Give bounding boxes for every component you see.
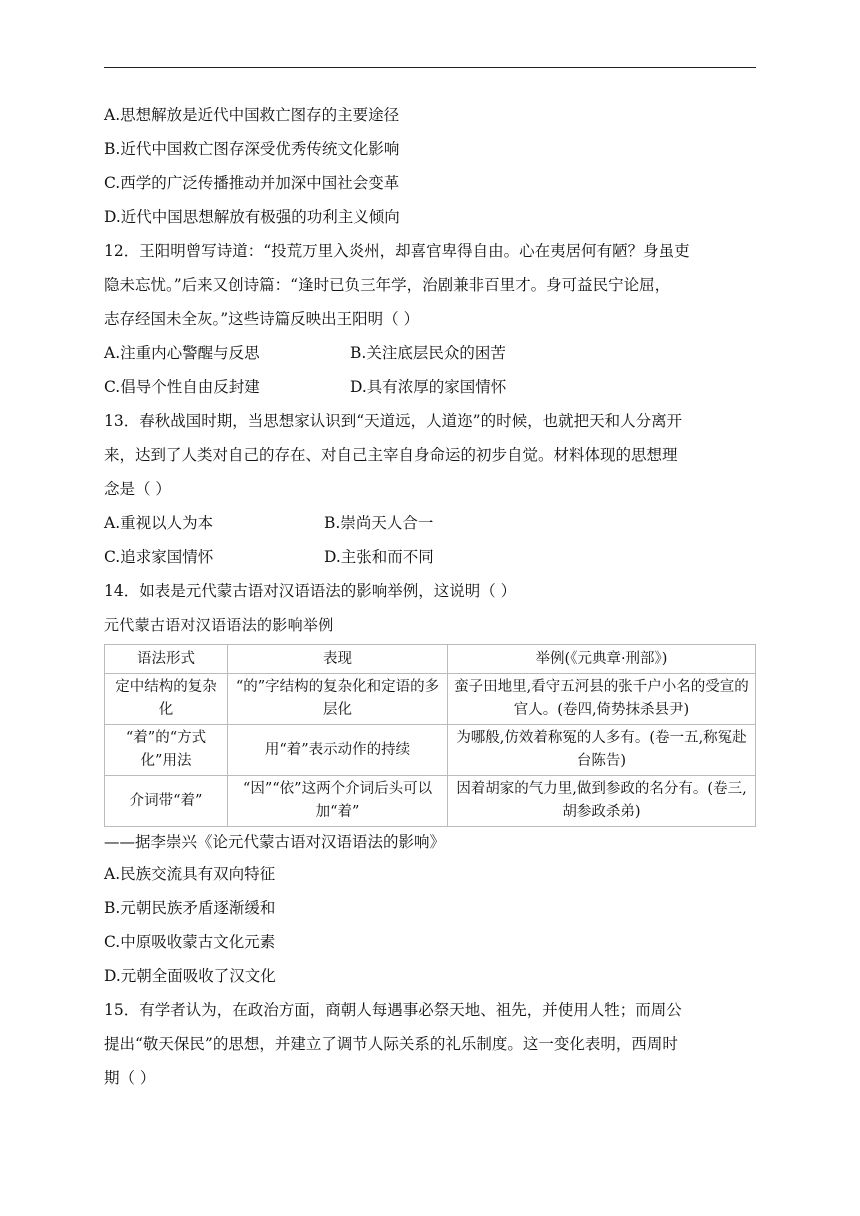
option-c: C.西学的广泛传播推动并加深中国社会变革 (104, 174, 400, 192)
table-header-cell: 表现 (228, 645, 448, 674)
question-stem-line: 志存经国未全灰。”这些诗篇反映出王阳明（ ） (104, 310, 420, 328)
option-a: A.思想解放是近代中国救亡图存的主要途径 (104, 106, 400, 124)
source-citation: ——据李崇兴《论元代蒙古语对汉语语法的影响》 (104, 833, 446, 851)
table-header-cell: 语法形式 (105, 645, 228, 674)
option-d: D.近代中国思想解放有极强的功利主义倾向 (104, 208, 400, 226)
option-d: D.主张和而不同 (324, 548, 434, 566)
table-row (105, 725, 756, 776)
option-b: B.元朝民族矛盾逐渐缓和 (104, 899, 276, 917)
option-b: B.崇尚天人合一 (324, 514, 434, 532)
option-d: D.具有浓厚的家国情怀 (350, 378, 507, 396)
question-stem-line: 13．春秋战国时期，当思想家认识到“天道远，人道迩”的时候，也就把天和人分离开 (104, 412, 683, 430)
question-11-options (104, 98, 756, 234)
option-c: C.倡导个性自由反封建 (104, 378, 260, 396)
table-title: 元代蒙古语对汉语语法的影响举例 (104, 616, 334, 634)
option-a: A.民族交流具有双向特征 (104, 865, 276, 883)
grammar-influence-table (104, 644, 756, 827)
table-cell: 蛮子田地里,看守五河县的张千户小名的受宣的官人。(卷四,倚势抹杀县尹) (448, 674, 756, 725)
question-stem-line: 提出“敬天保民”的思想，并建立了调节人际关系的礼乐制度。这一变化表明，西周时 (104, 1035, 678, 1053)
table-cell: 因着胡家的气力里,做到参政的名分有。(卷三,胡参政杀弟) (448, 776, 756, 827)
table-cell: 介词带“着” (105, 776, 228, 827)
table-cell: 为哪般,仿效着称冤的人多有。(卷一五,称冤赴台陈告) (448, 725, 756, 776)
option-b: B.近代中国救亡图存深受优秀传统文化影响 (104, 140, 400, 158)
table-cell: “着”的“方式化”用法 (105, 725, 228, 776)
question-stem-line: 期（ ） (104, 1069, 156, 1087)
question-stem-line: 来，达到了人类对自己的存在、对自己主宰自身命运的初步自觉。材料体现的思想理 (104, 446, 678, 464)
table-header-row (105, 645, 756, 674)
options-row (104, 336, 756, 370)
question-stem-line: 念是（ ） (104, 480, 171, 498)
question-stem-line: 15．有学者认为，在政治方面，商朝人每遇事必祭天地、祖先，并使用人牲；而周公 (104, 1001, 682, 1019)
table-row (105, 674, 756, 725)
table-cell: “因”“依”这两个介词后头可以加“着” (228, 776, 448, 827)
question-stem-line: 14．如表是元代蒙古语对汉语语法的影响举例，这说明（ ） (104, 582, 517, 600)
option-a: A.重视以人为本 (104, 514, 214, 532)
options-row (104, 506, 756, 540)
question-12 (104, 234, 756, 404)
table-row (105, 776, 756, 827)
option-c: C.中原吸收蒙古文化元素 (104, 933, 276, 951)
question-15 (104, 993, 756, 1095)
header-rule (104, 67, 756, 68)
question-14 (104, 574, 756, 993)
table-cell: “的”字结构的复杂化和定语的多层化 (228, 674, 448, 725)
options-row (104, 540, 756, 574)
question-stem-line: 12．王阳明曾写诗道：“投荒万里入炎州，却喜官卑得自由。心在夷居何有陋？身虽吏 (104, 242, 690, 260)
option-d: D.元朝全面吸收了汉文化 (104, 967, 276, 985)
question-13 (104, 404, 756, 574)
table-cell: 用“着”表示动作的持续 (228, 725, 448, 776)
option-b: B.关注底层民众的困苦 (350, 344, 506, 362)
option-a: A.注重内心警醒与反思 (104, 344, 260, 362)
exam-page-content (104, 98, 756, 1095)
question-stem-line: 隐未忘忧。”后来又创诗篇：“逢时已负三年学，治剧兼非百里才。身可益民宁论屈， (104, 276, 671, 294)
options-row (104, 370, 756, 404)
table-cell: 定中结构的复杂化 (105, 674, 228, 725)
table-header-cell: 举例(《元典章·刑部》) (448, 645, 756, 674)
option-c: C.追求家国情怀 (104, 548, 214, 566)
